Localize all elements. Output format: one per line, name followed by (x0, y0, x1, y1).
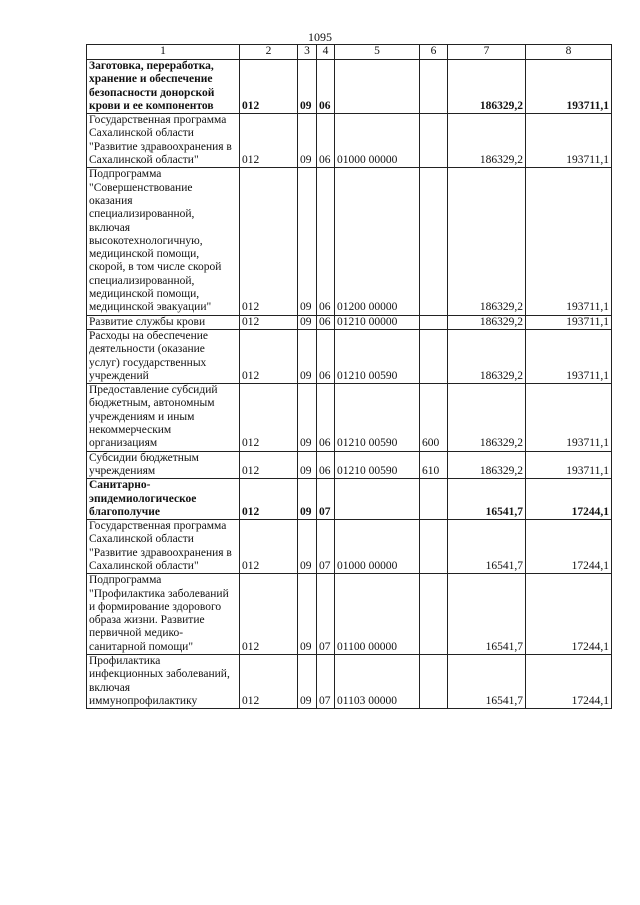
table-row (87, 114, 612, 168)
amount-year-1: 186329,2 (448, 451, 526, 479)
expense-type-code (420, 60, 448, 114)
target-article-code: 01100 00000 (335, 574, 420, 655)
page-number: 1095 (308, 30, 332, 44)
section-code: 09 (298, 520, 317, 574)
table-row (87, 384, 612, 451)
amount-year-2: 17244,1 (526, 655, 612, 709)
ministry-code: 012 (240, 574, 298, 655)
table-row (87, 655, 612, 709)
amount-year-1: 186329,2 (448, 315, 526, 329)
amount-year-1: 186329,2 (448, 60, 526, 114)
subsection-code: 07 (317, 479, 335, 520)
subsection-code: 07 (317, 574, 335, 655)
table-row (87, 329, 612, 383)
subsection-code: 06 (317, 114, 335, 168)
section-code: 09 (298, 655, 317, 709)
target-article-code: 01210 00590 (335, 384, 420, 451)
subsection-code: 06 (317, 315, 335, 329)
item-name: Подпрограмма "Профилактика заболеваний и формирование здорового образа жизни. Развитие первичной медико-санитарной помощи" (87, 574, 240, 655)
section-code: 09 (298, 168, 317, 315)
target-article-code: 01103 00000 (335, 655, 420, 709)
column-header: 8 (526, 45, 612, 60)
amount-year-2: 193711,1 (526, 384, 612, 451)
expense-type-code: 610 (420, 451, 448, 479)
ministry-code: 012 (240, 384, 298, 451)
column-header: 5 (335, 45, 420, 60)
ministry-code: 012 (240, 479, 298, 520)
amount-year-1: 16541,7 (448, 479, 526, 520)
ministry-code: 012 (240, 520, 298, 574)
section-code: 09 (298, 451, 317, 479)
amount-year-2: 17244,1 (526, 574, 612, 655)
item-name: Государственная программа Сахалинской области "Развитие здравоохранения в Сахалинской области" (87, 520, 240, 574)
target-article-code: 01210 00590 (335, 451, 420, 479)
expense-type-code (420, 520, 448, 574)
expense-type-code (420, 114, 448, 168)
target-article-code: 01200 00000 (335, 168, 420, 315)
table-row (87, 520, 612, 574)
ministry-code: 012 (240, 655, 298, 709)
target-article-code: 01000 00000 (335, 114, 420, 168)
subsection-code: 06 (317, 329, 335, 383)
expense-type-code: 600 (420, 384, 448, 451)
amount-year-2: 193711,1 (526, 114, 612, 168)
item-name: Профилактика инфекционных заболеваний, включая иммунопрофилактику (87, 655, 240, 709)
subsection-code: 06 (317, 60, 335, 114)
expense-type-code (420, 168, 448, 315)
table-row (87, 479, 612, 520)
subsection-code: 07 (317, 520, 335, 574)
amount-year-1: 16541,7 (448, 655, 526, 709)
column-header: 3 (298, 45, 317, 60)
item-name: Развитие службы крови (87, 315, 240, 329)
section-code: 09 (298, 114, 317, 168)
target-article-code: 01210 00590 (335, 329, 420, 383)
item-name: Заготовка, переработка, хранение и обеспечение безопасности донорской крови и ее компонентов (87, 60, 240, 114)
amount-year-1: 186329,2 (448, 384, 526, 451)
ministry-code: 012 (240, 451, 298, 479)
ministry-code: 012 (240, 168, 298, 315)
item-name: Государственная программа Сахалинской области "Развитие здравоохранения в Сахалинской области" (87, 114, 240, 168)
ministry-code: 012 (240, 329, 298, 383)
column-header: 7 (448, 45, 526, 60)
amount-year-1: 186329,2 (448, 114, 526, 168)
table-row (87, 60, 612, 114)
item-name: Санитарно-эпидемиологическое благополучие (87, 479, 240, 520)
target-article-code: 01210 00000 (335, 315, 420, 329)
table-row (87, 574, 612, 655)
target-article-code (335, 60, 420, 114)
ministry-code: 012 (240, 114, 298, 168)
expense-type-code (420, 655, 448, 709)
section-code: 09 (298, 479, 317, 520)
section-code: 09 (298, 574, 317, 655)
target-article-code: 01000 00000 (335, 520, 420, 574)
item-name: Расходы на обеспечение деятельности (оказание услуг) государственных учреждений (87, 329, 240, 383)
expense-type-code (420, 329, 448, 383)
subsection-code: 07 (317, 655, 335, 709)
table-row (87, 315, 612, 329)
ministry-code: 012 (240, 60, 298, 114)
section-code: 09 (298, 384, 317, 451)
expense-type-code (420, 315, 448, 329)
amount-year-2: 17244,1 (526, 520, 612, 574)
target-article-code (335, 479, 420, 520)
subsection-code: 06 (317, 451, 335, 479)
amount-year-1: 16541,7 (448, 574, 526, 655)
expense-type-code (420, 574, 448, 655)
subsection-code: 06 (317, 168, 335, 315)
ministry-code: 012 (240, 315, 298, 329)
item-name: Субсидии бюджетным учреждениям (87, 451, 240, 479)
section-code: 09 (298, 60, 317, 114)
amount-year-1: 186329,2 (448, 329, 526, 383)
column-header: 2 (240, 45, 298, 60)
amount-year-1: 16541,7 (448, 520, 526, 574)
column-number-row (87, 45, 612, 60)
amount-year-2: 193711,1 (526, 315, 612, 329)
amount-year-2: 193711,1 (526, 329, 612, 383)
amount-year-1: 186329,2 (448, 168, 526, 315)
section-code: 09 (298, 329, 317, 383)
column-header: 6 (420, 45, 448, 60)
amount-year-2: 17244,1 (526, 479, 612, 520)
table-row (87, 451, 612, 479)
item-name: Предоставление субсидий бюджетным, автономным учреждениям и иным некоммерческим организациям (87, 384, 240, 451)
amount-year-2: 193711,1 (526, 60, 612, 114)
expense-type-code (420, 479, 448, 520)
item-name: Подпрограмма "Совершенствование оказания специализированной, включая высокотехнологичную, медицинской помощи, скорой, в том числе скорой специализированной, медицинской помощи, медицинской эвакуации" (87, 168, 240, 315)
column-header: 1 (87, 45, 240, 60)
table-row (87, 168, 612, 315)
amount-year-2: 193711,1 (526, 451, 612, 479)
amount-year-2: 193711,1 (526, 168, 612, 315)
budget-table (86, 44, 612, 709)
subsection-code: 06 (317, 384, 335, 451)
column-header: 4 (317, 45, 335, 60)
section-code: 09 (298, 315, 317, 329)
